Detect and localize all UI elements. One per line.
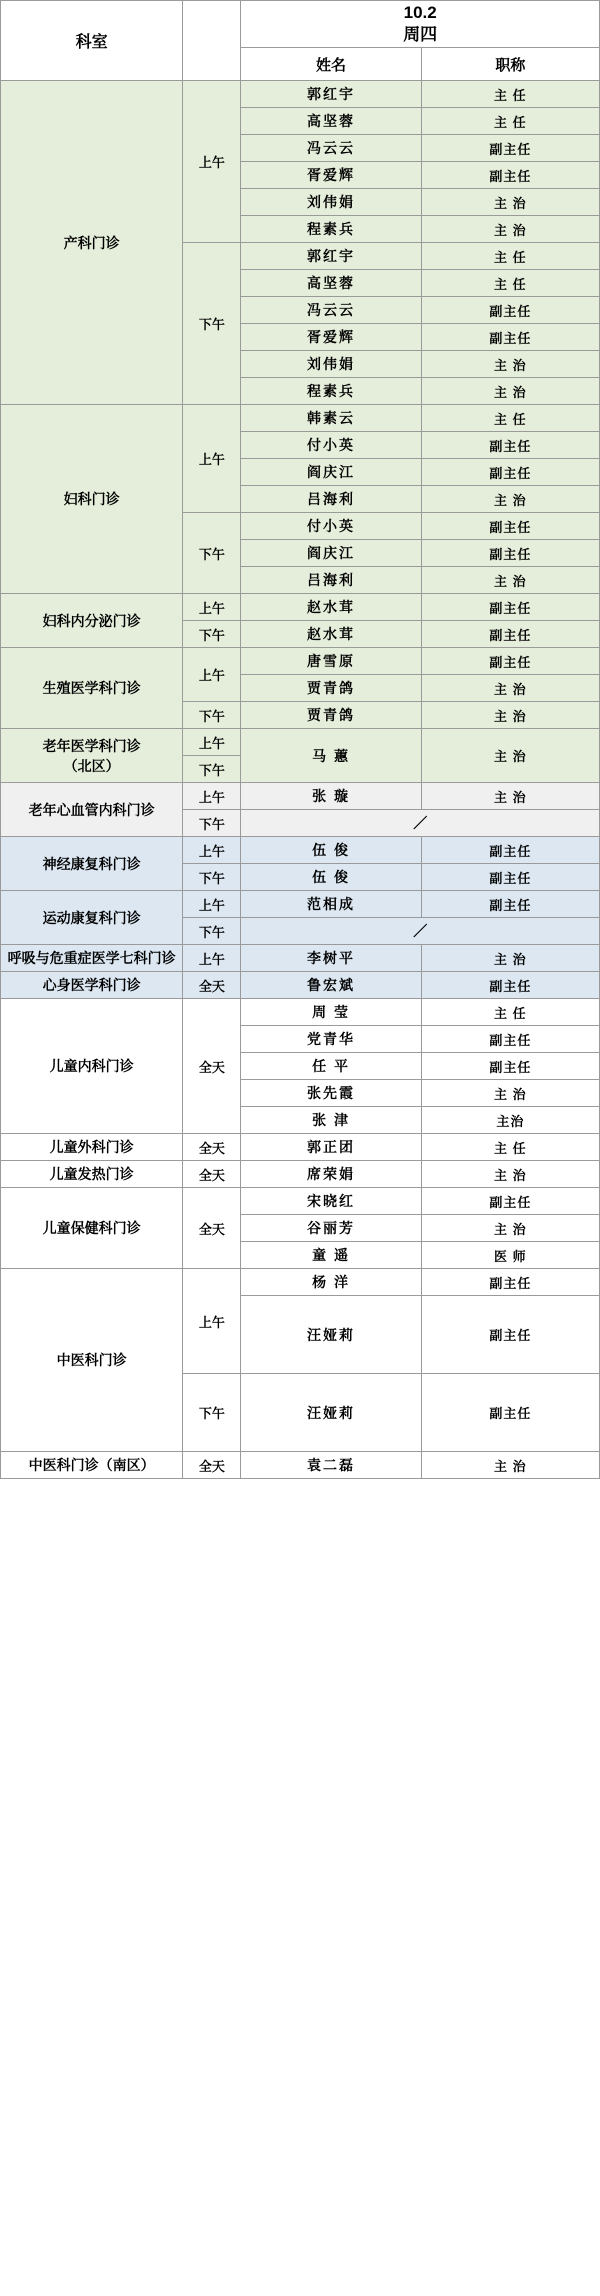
doctor-name-cell: 张 津 — [241, 1107, 421, 1134]
period-cell: 下午 — [183, 810, 241, 837]
doctor-name-cell: 汪娅莉 — [241, 1296, 421, 1374]
table-row — [1, 999, 600, 1026]
period-cell: 上午 — [183, 648, 241, 702]
header-title: 职称 — [421, 48, 599, 81]
doctor-title-cell: 副主任 — [421, 513, 599, 540]
period-cell: 全天 — [183, 1452, 241, 1479]
table-row — [1, 1269, 600, 1296]
doctor-title-cell: 副主任 — [421, 324, 599, 351]
department-cell — [1, 945, 183, 972]
period-cell: 上午 — [183, 783, 241, 810]
period-cell: 下午 — [183, 864, 241, 891]
department-label: 产科门诊 — [63, 234, 120, 251]
doctor-name-cell: 范相成 — [241, 891, 421, 918]
doctor-name-cell: 冯云云 — [241, 297, 421, 324]
doctor-name-cell: 胥爱辉 — [241, 162, 421, 189]
doctor-title-cell: 副主任 — [421, 540, 599, 567]
department-cell — [1, 1452, 183, 1479]
department-label: 神经康复科门诊 — [42, 855, 141, 872]
doctor-title-cell: 副主任 — [421, 432, 599, 459]
doctor-title-cell: 主 治 — [421, 702, 599, 729]
doctor-name-cell: 杨 洋 — [241, 1269, 421, 1296]
doctor-title-cell: 主 任 — [421, 405, 599, 432]
doctor-name-cell: 阎庆江 — [241, 459, 421, 486]
doctor-title-cell: 主 治 — [421, 216, 599, 243]
doctor-title-cell: 副主任 — [421, 864, 599, 891]
period-cell: 全天 — [183, 999, 241, 1134]
doctor-name-cell: 高坚蓉 — [241, 108, 421, 135]
doctor-title-cell: 主 任 — [421, 108, 599, 135]
period-cell: 上午 — [183, 837, 241, 864]
doctor-name-cell: 郭正团 — [241, 1134, 421, 1161]
doctor-name-cell: 程素兵 — [241, 216, 421, 243]
department-label: 生殖医学科门诊 — [42, 680, 141, 696]
table-row — [1, 1452, 600, 1479]
doctor-name-cell: 宋晓红 — [241, 1188, 421, 1215]
doctor-title-cell: 副主任 — [421, 162, 599, 189]
department-cell — [1, 1134, 183, 1161]
doctor-name-cell: 任 平 — [241, 1053, 421, 1080]
doctor-title-cell: 副主任 — [421, 594, 599, 621]
department-cell — [1, 729, 183, 783]
table-row — [1, 945, 600, 972]
period-cell: 全天 — [183, 1188, 241, 1269]
doctor-name-cell: 伍 俊 — [241, 837, 421, 864]
department-cell — [1, 594, 183, 648]
table-body — [1, 81, 600, 1479]
doctor-name-cell: 鲁宏斌 — [241, 972, 421, 999]
table-row — [1, 648, 600, 675]
doctor-name-cell: 谷丽芳 — [241, 1215, 421, 1242]
doctor-name-cell: 张先霞 — [241, 1080, 421, 1107]
no-clinic-cell: ／ — [241, 918, 600, 945]
doctor-title-cell: 副主任 — [421, 459, 599, 486]
table-row — [1, 1134, 600, 1161]
doctor-title-cell: 主 治 — [421, 675, 599, 702]
period-cell: 下午 — [183, 621, 241, 648]
doctor-title-cell: 主 任 — [421, 270, 599, 297]
doctor-name-cell: 付小英 — [241, 513, 421, 540]
period-cell: 上午 — [183, 594, 241, 621]
doctor-title-cell: 主 治 — [421, 783, 599, 810]
department-label: 中医科门诊（南区） — [28, 1457, 155, 1473]
period-cell: 全天 — [183, 1161, 241, 1188]
department-cell — [1, 648, 183, 729]
doctor-name-cell: 郭红宇 — [241, 243, 421, 270]
department-cell — [1, 1269, 183, 1452]
period-cell: 上午 — [183, 81, 241, 243]
doctor-title-cell: 主 任 — [421, 243, 599, 270]
department-label: 儿童发热门诊 — [49, 1166, 134, 1182]
doctor-name-cell: 汪娅莉 — [241, 1374, 421, 1452]
doctor-name-cell: 周 莹 — [241, 999, 421, 1026]
department-label: 儿童内科门诊 — [49, 1058, 134, 1074]
doctor-name-cell: 吕海利 — [241, 486, 421, 513]
department-cell — [1, 1188, 183, 1269]
doctor-name-cell: 张 璇 — [241, 783, 421, 810]
doctor-name-cell: 高坚蓉 — [241, 270, 421, 297]
table-row — [1, 405, 600, 432]
department-label: 妇科门诊 — [63, 491, 120, 507]
header-date-day: 10.2 — [403, 3, 437, 22]
period-cell: 全天 — [183, 1134, 241, 1161]
doctor-title-cell: 副主任 — [421, 297, 599, 324]
doctor-title-cell: 副主任 — [421, 648, 599, 675]
doctor-name-cell: 阎庆江 — [241, 540, 421, 567]
period-cell: 下午 — [183, 1374, 241, 1452]
doctor-title-cell: 主 治 — [421, 1161, 599, 1188]
period-cell: 下午 — [183, 513, 241, 594]
table-row — [1, 891, 600, 918]
department-label: 老年心血管内科门诊 — [28, 801, 155, 818]
doctor-title-cell: 副主任 — [421, 621, 599, 648]
doctor-name-cell: 吕海利 — [241, 567, 421, 594]
doctor-name-cell: 韩素云 — [241, 405, 421, 432]
doctor-title-cell: 副主任 — [421, 1296, 599, 1374]
table-header — [1, 1, 600, 81]
doctor-title-cell: 主 任 — [421, 1134, 599, 1161]
doctor-title-cell: 主 治 — [421, 486, 599, 513]
doctor-title-cell: 主 任 — [421, 81, 599, 108]
no-clinic-cell: ／ — [241, 810, 600, 837]
doctor-title-cell: 主治 — [421, 1107, 599, 1134]
doctor-title-cell: 主 治 — [421, 1452, 599, 1479]
department-label: 老年医学科门诊 — [42, 737, 141, 754]
department-label: 中医科门诊 — [56, 1352, 127, 1368]
department-cell — [1, 891, 183, 945]
department-cell — [1, 837, 183, 891]
doctor-name-cell: 席荣娟 — [241, 1161, 421, 1188]
period-cell: 下午 — [183, 243, 241, 405]
doctor-title-cell: 主 治 — [421, 729, 599, 783]
table-row — [1, 1188, 600, 1215]
period-cell: 上午 — [183, 891, 241, 918]
doctor-name-cell: 程素兵 — [241, 378, 421, 405]
department-cell — [1, 405, 183, 594]
header-name: 姓名 — [241, 48, 421, 81]
department-cell — [1, 1161, 183, 1188]
doctor-title-cell: 副主任 — [421, 1374, 599, 1452]
doctor-title-cell: 主 治 — [421, 1080, 599, 1107]
period-cell: 下午 — [183, 756, 241, 783]
period-cell: 全天 — [183, 972, 241, 999]
doctor-name-cell: 唐雪原 — [241, 648, 421, 675]
department-cell — [1, 81, 183, 405]
department-cell — [1, 783, 183, 837]
period-cell: 上午 — [183, 729, 241, 756]
table-row — [1, 972, 600, 999]
department-label: 儿童保健科门诊 — [42, 1220, 141, 1236]
department-label: 心身医学科门诊 — [42, 977, 141, 993]
doctor-title-cell: 主 治 — [421, 351, 599, 378]
doctor-name-cell: 伍 俊 — [241, 864, 421, 891]
header-date-weekday: 周四 — [403, 25, 438, 44]
doctor-name-cell: 赵水茸 — [241, 594, 421, 621]
doctor-title-cell: 副主任 — [421, 891, 599, 918]
doctor-name-cell: 冯云云 — [241, 135, 421, 162]
doctor-name-cell: 刘伟娟 — [241, 189, 421, 216]
doctor-name-cell: 李树平 — [241, 945, 421, 972]
doctor-title-cell: 副主任 — [421, 972, 599, 999]
doctor-name-cell: 郭红宇 — [241, 81, 421, 108]
doctor-title-cell: 主 治 — [421, 189, 599, 216]
department-label: 呼吸与危重症医学七科门诊 — [7, 950, 176, 966]
doctor-title-cell: 副主任 — [421, 1188, 599, 1215]
period-cell: 下午 — [183, 918, 241, 945]
doctor-title-cell: 副主任 — [421, 837, 599, 864]
doctor-name-cell: 童 遥 — [241, 1242, 421, 1269]
table-row — [1, 837, 600, 864]
doctor-name-cell: 胥爱辉 — [241, 324, 421, 351]
doctor-name-cell: 赵水茸 — [241, 621, 421, 648]
doctor-title-cell: 主 治 — [421, 1215, 599, 1242]
doctor-title-cell: 副主任 — [421, 1026, 599, 1053]
doctor-title-cell: 主 治 — [421, 378, 599, 405]
header-department: 科室 — [1, 1, 183, 81]
department-label: （北区） — [63, 757, 120, 774]
doctor-name-cell: 贾青鸽 — [241, 702, 421, 729]
table-row — [1, 81, 600, 108]
doctor-name-cell: 马 蕙 — [241, 729, 421, 783]
doctor-title-cell: 副主任 — [421, 1269, 599, 1296]
doctor-name-cell: 付小英 — [241, 432, 421, 459]
doctor-title-cell: 主 任 — [421, 999, 599, 1026]
department-cell — [1, 999, 183, 1134]
department-label: 运动康复科门诊 — [42, 909, 141, 926]
table-row — [1, 729, 600, 756]
doctor-title-cell: 主 治 — [421, 567, 599, 594]
doctor-title-cell: 副主任 — [421, 135, 599, 162]
doctor-name-cell: 党青华 — [241, 1026, 421, 1053]
doctor-name-cell: 袁二磊 — [241, 1452, 421, 1479]
doctor-title-cell: 副主任 — [421, 1053, 599, 1080]
period-cell: 上午 — [183, 945, 241, 972]
header-date — [241, 1, 600, 48]
doctor-title-cell: 主 治 — [421, 945, 599, 972]
doctor-name-cell: 刘伟娟 — [241, 351, 421, 378]
department-label: 妇科内分泌门诊 — [42, 612, 141, 629]
period-cell: 上午 — [183, 405, 241, 513]
table-row — [1, 594, 600, 621]
table-row — [1, 783, 600, 810]
period-cell: 上午 — [183, 1269, 241, 1374]
table-row — [1, 1161, 600, 1188]
header-period-blank — [183, 1, 241, 81]
doctor-name-cell: 贾青鸽 — [241, 675, 421, 702]
department-cell — [1, 972, 183, 999]
doctor-title-cell: 医 师 — [421, 1242, 599, 1269]
period-cell: 下午 — [183, 702, 241, 729]
department-label: 儿童外科门诊 — [49, 1139, 134, 1155]
